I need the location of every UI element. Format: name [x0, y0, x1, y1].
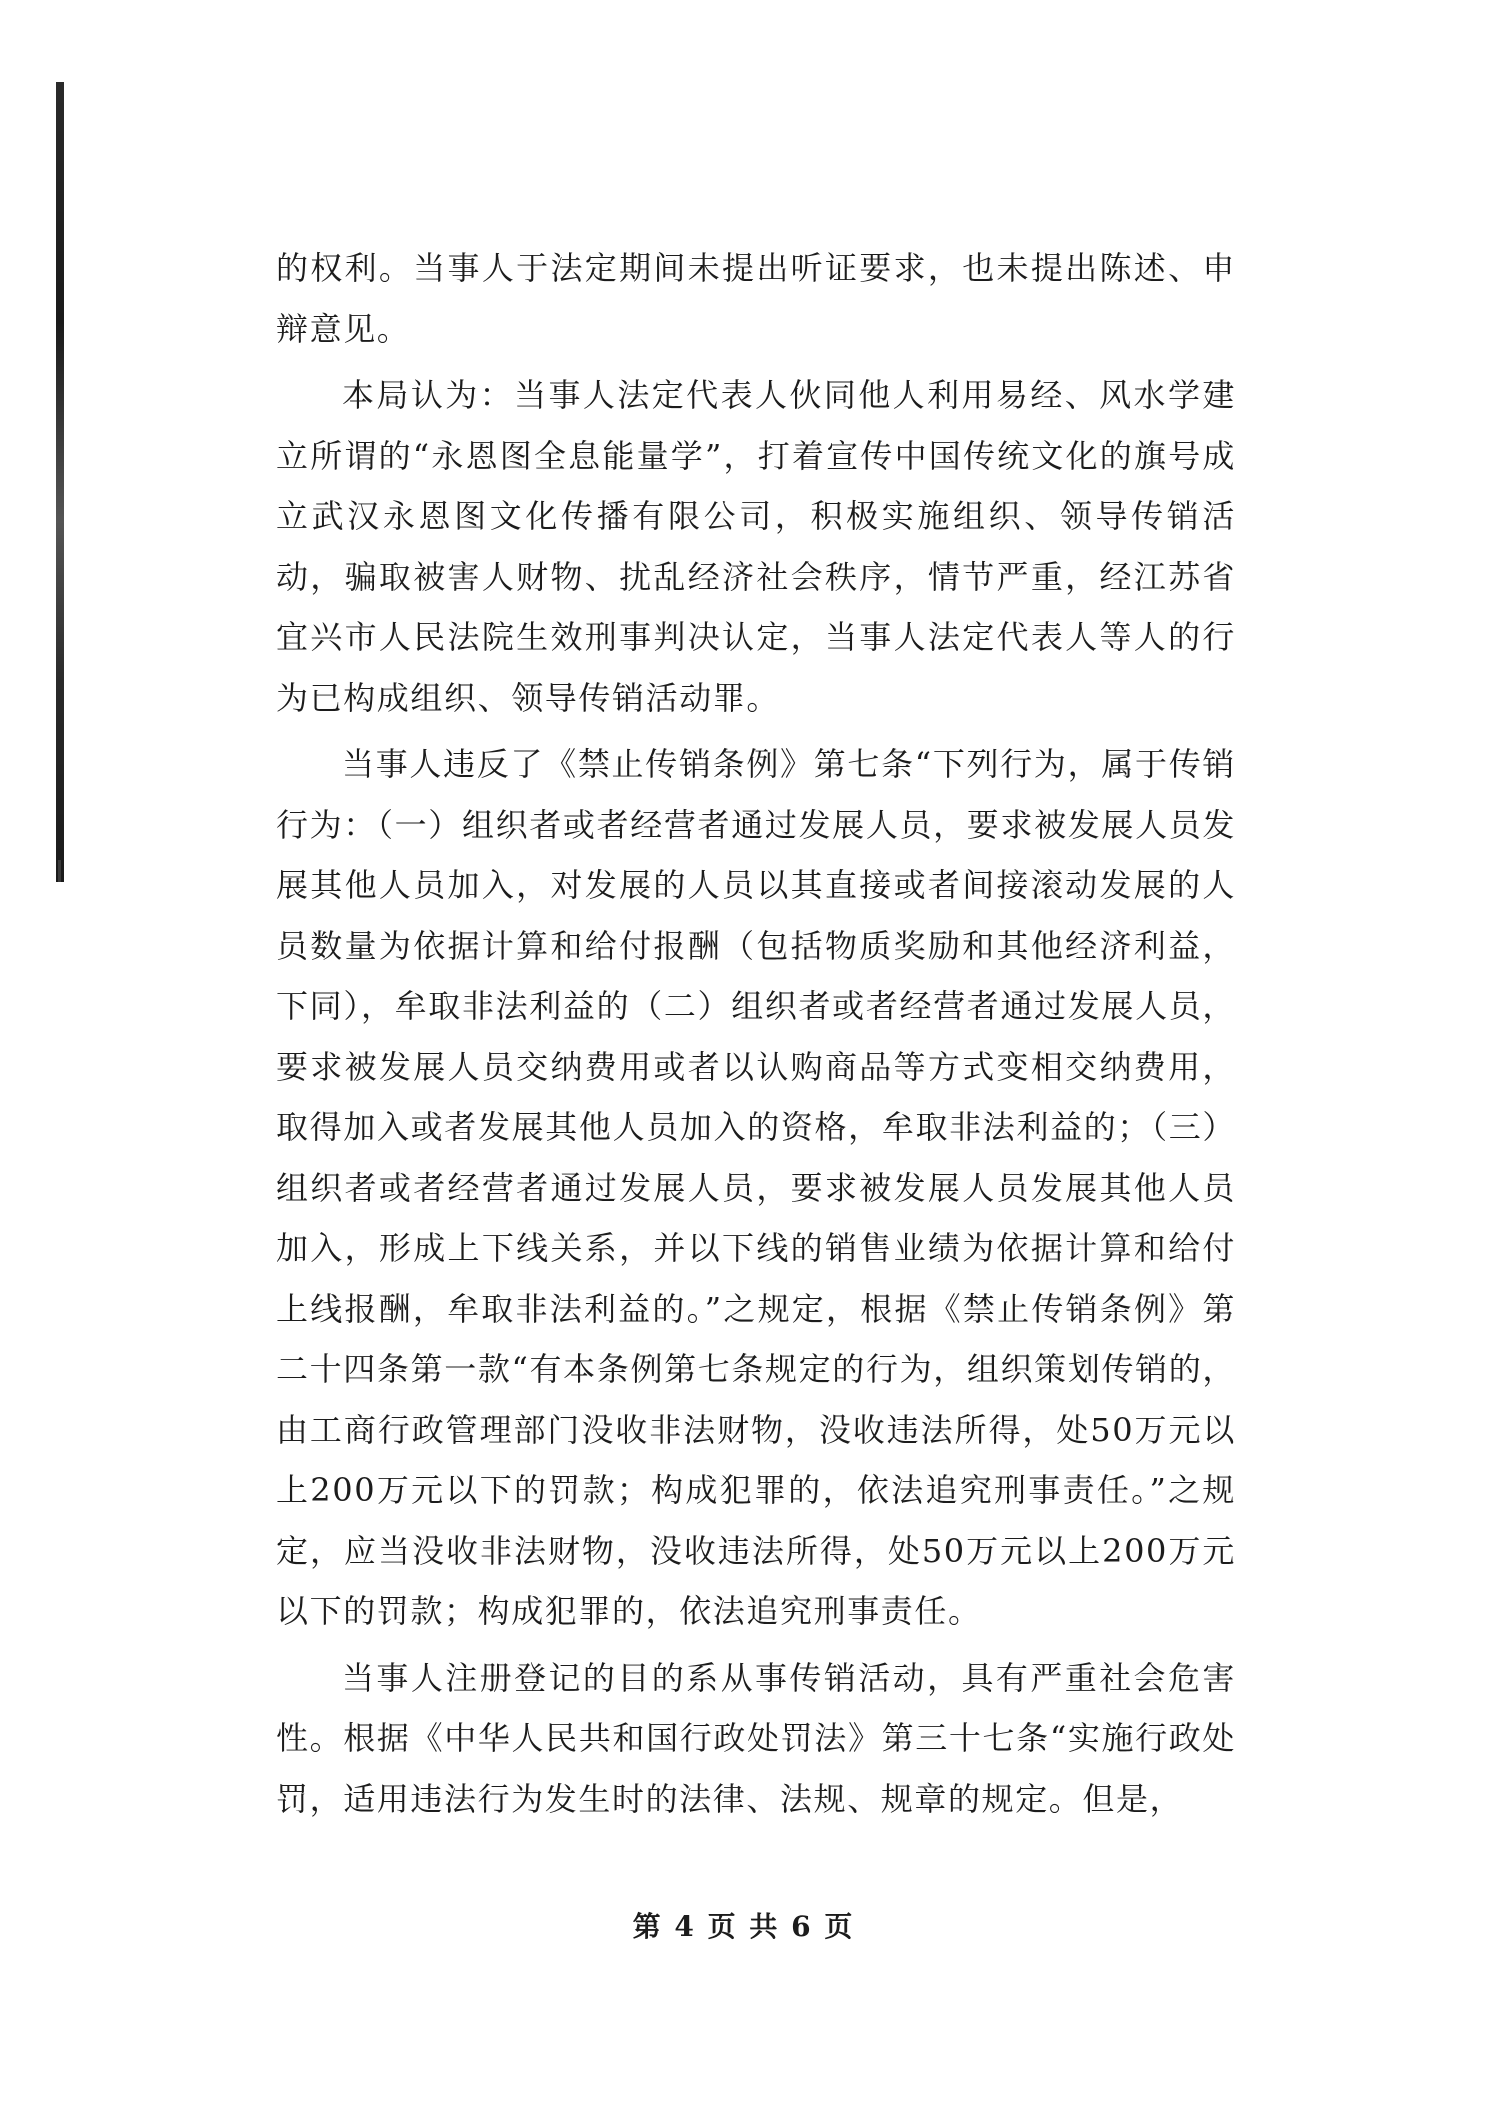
document-body [276, 238, 1236, 1829]
paragraph-registration-purpose: 当事人注册登记的目的系从事传销活动，具有严重社会危害性。根据《中华人民共和国行政处罚法》第三十七条“实施行政处罚，适用违法行为发生时的法律、法规、规章的规定。但是， [276, 1658, 1236, 1818]
page-number-footer: 第 4 页 共 6 页 [632, 1910, 855, 1943]
scan-binding-edge-tail [58, 860, 61, 882]
paragraph-continuation: 的权利。当事人于法定期间未提出听证要求，也未提出陈述、申辩意见。 [276, 249, 1236, 348]
scan-binding-edge [56, 82, 64, 882]
paragraph-bureau-finding: 本局认为：当事人法定代表人伙同他人利用易经、风水学建立所谓的“永恩图全息能量学”，打着宣传中国传统文化的旗号成立武汉永恩图文化传播有限公司，积极实施组织、领导传销活动，骗取被害人财物、扰乱经济社会秩序，情节严重，经江苏省宜兴市人民法院生效刑事判决认定，当事人法定代表人等人的行为已构成组织、领导传销活动罪。 [276, 376, 1236, 717]
paragraph-legal-basis: 当事人违反了《禁止传销条例》第七条“下列行为，属于传销行为：（一）组织者或者经营者通过发展人员，要求被发展人员发展其他人员加入，对发展的人员以其直接或者间接滚动发展的人员数量为依据计算和给付报酬（包括物质奖励和其他经济利益，下同），牟取非法利益的（二）组织者或者经营者通过发展人员，要求被发展人员交纳费用或者以认购商品等方式变相交纳费用，取得加入或者发展其他人员加入的资格，牟取非法利益的；（三）组织者或者经营者通过发展人员，要求被发展人员发展其他人员加入，形成上下线关系，并以下线的销售业绩为依据计算和给付上线报酬，牟取非法利益的。”之规定，根据《禁止传销条例》第二十四条第一款“有本条例第七条规定的行为，组织策划传销的，由工商行政管理部门没收非法财物，没收违法所得，处50万元以上200万元以下的罚款；构成犯罪的，依法追究刑事责任。”之规定，应当没收非法财物，没收违法所得，处50万元以上200万元以下的罚款；构成犯罪的，依法追究刑事责任。 [276, 745, 1236, 1630]
